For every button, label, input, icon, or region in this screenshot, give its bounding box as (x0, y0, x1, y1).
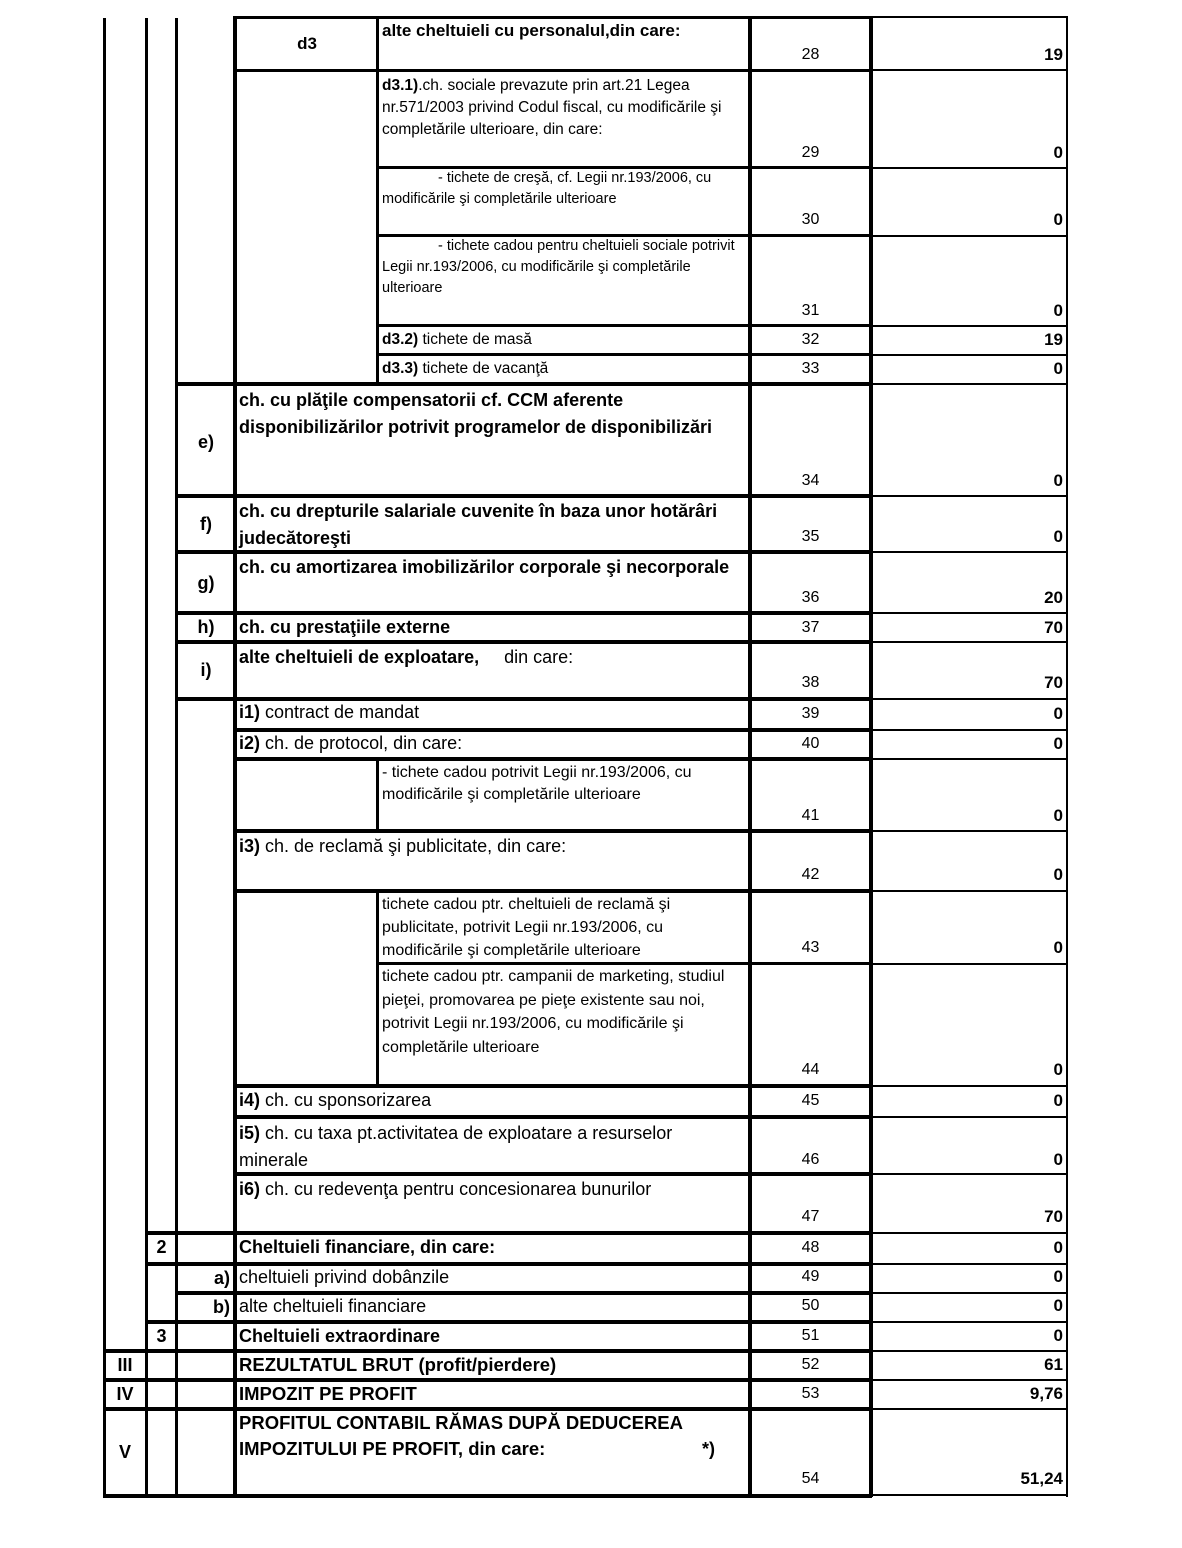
row-label-text: ch. cu sponsorizarea (260, 1090, 432, 1110)
row-code: e) (197, 432, 214, 452)
row-label-text: tichete cadou ptr. campanii de marketing, studiul pieţei, promovarea pe pieţe existente sau noi, potrivit Legii nr.193/2006, cu modificările şi completările ulterioare (382, 968, 725, 1056)
row-separator (871, 612, 1068, 614)
row-label-text: - tichete cadou potrivit Legii nr.193/2006, cu modificările şi completările ulterioare (382, 764, 692, 803)
row-value[interactable]: 0 (1053, 1238, 1063, 1257)
row-value[interactable]: 0 (1053, 1060, 1063, 1079)
row-label (239, 1295, 744, 1317)
row-value[interactable]: 0 (1053, 734, 1063, 753)
row-separator (871, 69, 1068, 71)
row-number: 40 (801, 735, 820, 752)
row-value[interactable]: 0 (1053, 938, 1063, 957)
row-number: 32 (801, 331, 820, 348)
row-label-bold: IMPOZIT PE PROFIT (239, 1383, 417, 1404)
row-value[interactable]: 70 (1044, 618, 1063, 637)
row-code: V (118, 1442, 131, 1462)
row-value[interactable]: 9,76 (1029, 1384, 1063, 1403)
row-label (382, 329, 744, 351)
row-value[interactable]: 0 (1053, 1296, 1063, 1315)
row-label (239, 1325, 744, 1347)
row-value[interactable]: 0 (1053, 527, 1063, 546)
row-label (239, 732, 744, 754)
row-value[interactable]: 0 (1053, 1150, 1063, 1169)
row-separator (871, 495, 1068, 497)
row-number: 41 (801, 807, 820, 824)
row-label-bold: i6) (239, 1179, 261, 1199)
row-value[interactable]: 19 (1044, 45, 1063, 64)
row-value[interactable]: 0 (1053, 1091, 1063, 1110)
row-separator (871, 167, 1068, 169)
row-value[interactable]: 70 (1044, 1207, 1063, 1226)
row-label-text: alte cheltuieli financiare (239, 1296, 427, 1316)
row-label (239, 1383, 744, 1405)
row-label-text: - tichete cadou pentru cheltuieli sociale potrivit Legii nr.193/2006, cu modificările şi completările ulterioare (382, 238, 735, 296)
row-value[interactable]: 0 (1053, 471, 1063, 490)
row-label-text: tichete de vacanţă (418, 360, 549, 377)
row-label (382, 893, 744, 962)
row-label (239, 835, 744, 857)
row-separator (233, 1084, 872, 1088)
row-value[interactable]: 0 (1053, 806, 1063, 825)
row-separator (376, 324, 872, 327)
row-code: III (117, 1355, 133, 1375)
row-value[interactable]: 0 (1053, 359, 1063, 378)
row-label-text: tichete de masă (418, 331, 532, 348)
border-text-left-i2 (376, 760, 379, 831)
row-label-bold: i5) (239, 1123, 261, 1143)
row-number: 47 (801, 1208, 820, 1225)
row-separator (871, 1408, 1068, 1410)
row-number: 28 (801, 46, 820, 63)
row-number: 35 (801, 528, 820, 545)
row-label-bold: alte cheltuieli de exploatare, (239, 647, 480, 667)
row-label (382, 75, 744, 141)
row-label (239, 701, 744, 723)
row-label-bold: i3) (239, 836, 261, 856)
row-label-bold: ch. cu amortizarea imobilizărilor corporale şi necorporale (239, 557, 730, 577)
row-separator (175, 640, 872, 644)
row-separator (233, 757, 872, 761)
row-separator (871, 383, 1068, 385)
row-code: f) (200, 514, 212, 534)
row-label-text: ch. de protocol, din care: (260, 733, 463, 753)
row-number: 33 (801, 360, 820, 377)
footnote-marker: *) (702, 1439, 715, 1459)
row-label-text: - tichete de creşă, cf. Legii nr.193/2006, cu modificările şi completările ulterioare (382, 170, 712, 207)
row-label (382, 236, 744, 299)
row-number: 51 (801, 1327, 820, 1344)
row-value[interactable]: 0 (1053, 865, 1063, 884)
row-label (239, 1120, 729, 1174)
row-number: 37 (801, 619, 820, 636)
row-value[interactable]: 0 (1053, 704, 1063, 723)
row-separator (871, 758, 1068, 760)
row-code: a) (213, 1268, 230, 1288)
row-label-text: ch. de reclamă şi publicitate, din care: (260, 836, 567, 856)
row-value[interactable]: 19 (1044, 330, 1063, 349)
row-label (239, 645, 744, 669)
row-value[interactable]: 0 (1053, 1267, 1063, 1286)
row-separator (871, 729, 1068, 731)
row-number: 42 (801, 866, 820, 883)
row-separator (871, 830, 1068, 832)
row-code: 2 (156, 1237, 167, 1257)
border-col2-left (145, 18, 148, 1497)
row-number: 34 (801, 472, 820, 489)
row-separator (145, 1231, 872, 1235)
row-value[interactable]: 61 (1044, 1355, 1063, 1374)
row-separator (175, 382, 872, 386)
row-number: 45 (801, 1092, 820, 1109)
row-separator (103, 1378, 872, 1382)
border-top (233, 16, 872, 19)
row-value[interactable]: 51,24 (1020, 1469, 1063, 1488)
row-code: 3 (156, 1326, 167, 1346)
row-code: d3 (297, 34, 317, 53)
row-label-bold: ch. cu drepturile salariale cuvenite în baza unor hotărâri judecătoreşti (239, 501, 718, 548)
row-number: 48 (801, 1239, 820, 1256)
row-label-bold: i1) (239, 702, 261, 722)
row-number: 36 (801, 589, 820, 606)
row-separator (871, 325, 1068, 327)
row-label-text: ch. cu redevenţa pentru concesionarea bunurilor (260, 1179, 652, 1199)
row-number: 50 (801, 1297, 820, 1314)
row-label (239, 554, 744, 581)
row-label (239, 615, 744, 639)
row-number: 44 (801, 1061, 820, 1078)
row-label-bold: Cheltuieli financiare, din care: (239, 1237, 496, 1257)
row-label (239, 1410, 754, 1462)
row-separator (145, 1320, 872, 1324)
row-separator (871, 1350, 1068, 1352)
row-label-bold: ch. cu plăţile compensatorii cf. CCM aferente disponibilizărilor potrivit programelor de disponibilizări (239, 390, 713, 437)
border-text-left-i3 (376, 890, 379, 1086)
row-separator (103, 1349, 872, 1353)
row-separator (871, 1085, 1068, 1087)
row-label (382, 168, 727, 210)
row-label-bold: i4) (239, 1090, 261, 1110)
row-number: 53 (801, 1385, 820, 1402)
row-label-bold: REZULTATUL BRUT (profit/pierdere) (239, 1354, 557, 1375)
row-separator (871, 1173, 1068, 1175)
row-separator (233, 1115, 872, 1119)
row-number: 29 (801, 144, 820, 161)
row-value[interactable]: 0 (1053, 210, 1063, 229)
row-label (382, 965, 744, 1059)
row-number: 54 (801, 1470, 820, 1487)
row-separator (871, 890, 1068, 892)
row-label-bold: alte cheltuieli cu personalul,din care: (382, 21, 681, 40)
row-label-bold: d3.1) (382, 77, 419, 94)
row-label (239, 1178, 744, 1200)
row-label-bold: PROFITUL CONTABIL RĂMAS DUPĂ DEDUCEREA IMPOZITULUI PE PROFIT, din care: (239, 1412, 683, 1459)
row-label-text: ch. cu taxa pt.activitatea de exploatare a resurselor minerale (239, 1123, 673, 1170)
row-separator (871, 1232, 1068, 1234)
row-value[interactable]: 0 (1053, 301, 1063, 320)
row-label-text: contract de mandat (260, 702, 420, 722)
border-top-value (871, 16, 1068, 18)
row-separator (871, 1116, 1068, 1118)
row-label (382, 20, 744, 42)
row-separator (871, 354, 1068, 356)
row-separator (871, 698, 1068, 700)
row-label-bold: i2) (239, 733, 261, 753)
row-code: h) (197, 617, 215, 637)
row-number: 31 (801, 302, 820, 319)
row-separator (871, 1321, 1068, 1323)
row-value[interactable]: 0 (1053, 1326, 1063, 1345)
row-value[interactable]: 70 (1044, 673, 1063, 692)
row-value[interactable]: 0 (1053, 143, 1063, 162)
row-separator (871, 963, 1068, 965)
row-label (239, 1266, 744, 1288)
row-label (239, 1089, 744, 1111)
row-number: 30 (801, 211, 820, 228)
row-label-text: .ch. sociale prevazute prin art.21 Legea nr.571/2003 privind Codul fiscal, cu modificările şi completările ulterioare, din care: (382, 77, 722, 138)
row-separator (871, 235, 1068, 237)
row-number: 52 (801, 1356, 820, 1373)
row-label (382, 358, 744, 380)
border-value-right (1066, 16, 1068, 1497)
row-number: 39 (801, 705, 820, 722)
row-label (239, 1236, 744, 1258)
row-label (239, 1354, 744, 1376)
row-separator (871, 1379, 1068, 1381)
row-label-text: tichete cadou ptr. cheltuieli de reclamă şi publicitate, potrivit Legii nr.193/2006, cu modificările şi completările ulterioare (382, 896, 671, 959)
row-separator (871, 641, 1068, 643)
row-number: 38 (801, 674, 820, 691)
row-label-bold: Cheltuieli extraordinare (239, 1326, 441, 1346)
row-separator (376, 353, 872, 356)
row-code: i) (200, 660, 212, 680)
row-code: IV (116, 1384, 134, 1404)
row-label-bold: d3.3) (382, 360, 419, 377)
row-separator (871, 1494, 1068, 1496)
row-separator (233, 69, 872, 72)
row-code: g) (197, 573, 215, 593)
row-number: 43 (801, 939, 820, 956)
row-label (239, 498, 744, 552)
row-code: b) (213, 1297, 230, 1317)
row-separator (103, 1494, 872, 1498)
row-separator (233, 829, 872, 833)
row-label-bold: ch. cu prestaţiile externe (239, 617, 451, 637)
row-label (382, 762, 744, 806)
row-label (239, 387, 744, 441)
row-separator (871, 551, 1068, 553)
row-separator (871, 1263, 1068, 1265)
row-value[interactable]: 20 (1044, 588, 1063, 607)
row-label-text: din care: (479, 647, 574, 667)
row-label-bold: d3.2) (382, 331, 419, 348)
row-separator (871, 1292, 1068, 1294)
row-number: 46 (801, 1151, 820, 1168)
border-col1-left (103, 18, 106, 1497)
row-label-text: cheltuieli privind dobânzile (239, 1267, 450, 1287)
row-number: 49 (801, 1268, 820, 1285)
